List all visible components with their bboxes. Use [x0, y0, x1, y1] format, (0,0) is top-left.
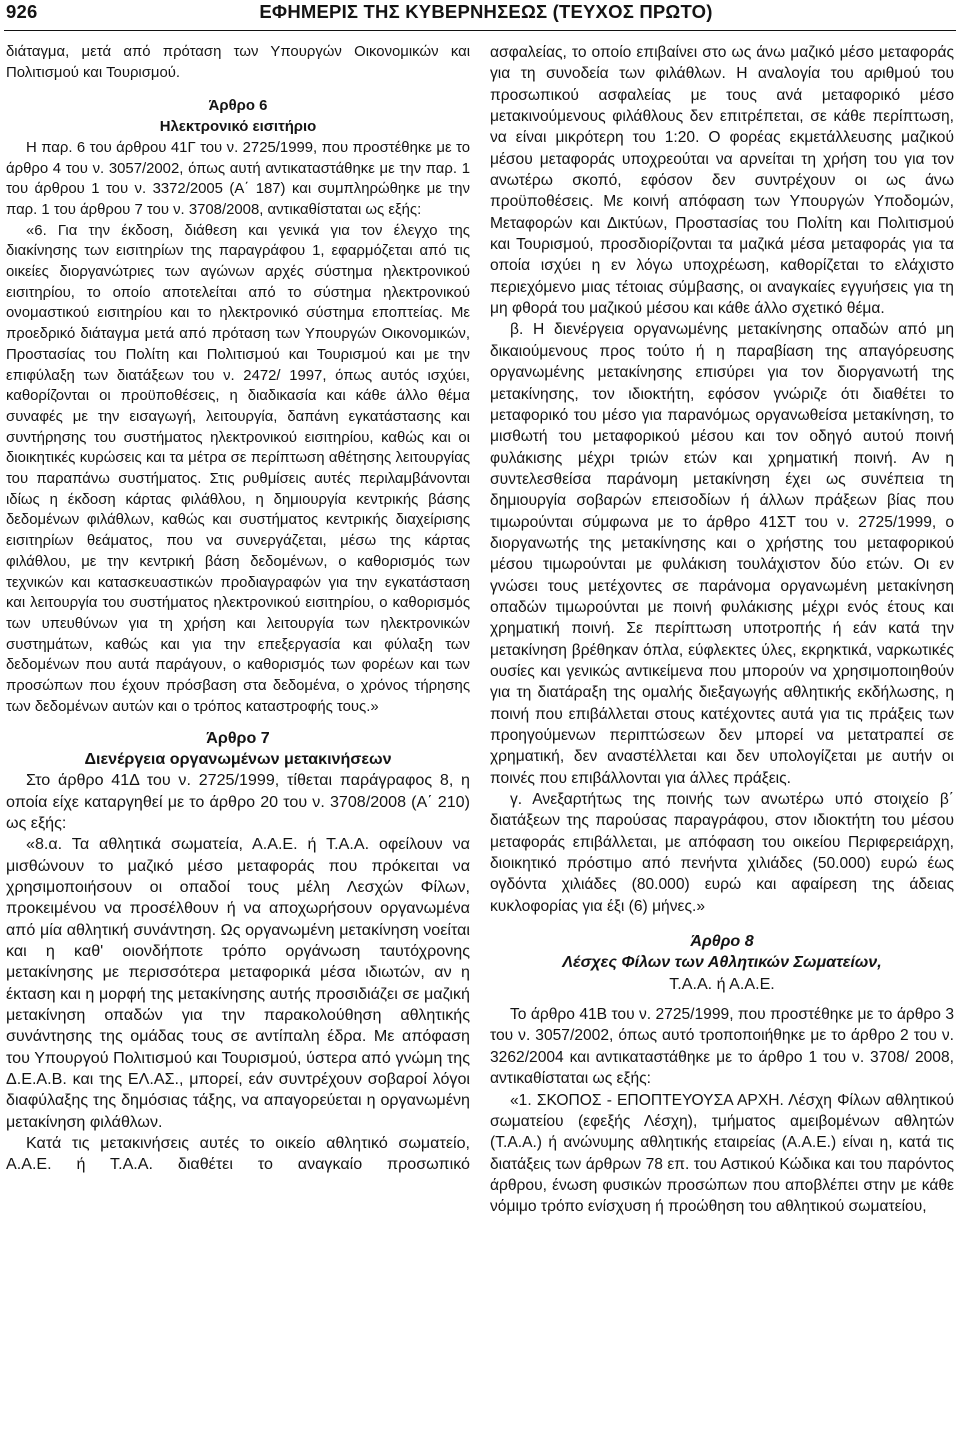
paragraph: Στο άρθρο 41Δ του ν. 2725/1999, τίθεται παράγραφος 8, η οποία είχε καταργηθεί με το άρθρο 20 του ν. 3708/2008 (Α΄ 210) ως εξής: — [6, 771, 470, 832]
page-header — [6, 0, 954, 28]
header-rule — [4, 30, 956, 31]
article-6-text — [6, 138, 470, 718]
journal-title: ΕΦΗΜΕΡΙΣ ΤΗΣ ΚΥΒΕΡΝΗΣΕΩΣ (ΤΕΥΧΟΣ ΠΡΩΤΟ) — [259, 1, 713, 22]
intro-text — [6, 42, 470, 83]
page-number: 926 — [6, 1, 38, 22]
article-8-number: Άρθρο 8 — [690, 932, 754, 951]
article-6-number: Άρθρο 6 — [208, 98, 268, 115]
paragraph: γ. Ανεξαρτήτως της ποινής των ανωτέρω υπό στοιχείο β΄ διατάξεων της παρούσας παραγράφου, στον ιδιοκτήτη του μέσου μεταφοράς επιβάλλεται, με απόφαση του οικείου Περιφερειάρχη, διοικητικό πρόστιμο από πενήντα χιλιάδες (50.000) ευρώ έως ογδόντα χιλιάδες (80.000) ευρώ και αφαίρεση της άδειας κυκλοφορίας για έξι (6) μήνες.» — [490, 791, 954, 915]
article-7-title: Διενέργεια οργανωμένων μετακινήσεων — [84, 749, 392, 768]
paragraph: διάταγμα, μετά από πρόταση των Υπουργών Οικονομικών και Πολιτισμού και Τουρισμού. — [6, 44, 470, 81]
paragraph: β. Η διενέργεια οργανωμένης μετακίνησης οπαδών από μη δικαιούμενους προς τούτο ή η παραβίαση της απαγόρευσης οργανωμένης μετακίνησης επισύρει για τον διοργανωτή της μετακίνησης, τον ιδιοκτήτη, εφόσον γνώριζε ότι διαθέτει το μεταφορικό του μέσο για παρανόμως οργανωθείσα μετακίνηση, το μισθωτή του μεταφορικού μέσου και τον οδηγό αυτού ποινή φυλάκισης μέχρι τριών ετών και χρηματική ποινή. Αν η συντελεσθείσα παράνομη μετακίνηση έχει ως συνέπεια τη δημιουργία σοβαρών επεισοδίων ή άλλων πράξεων βίας που τιμωρούνται σύμφωνα με το άρθρο 41ΣΤ του ν. 2725/1999, ο διοργανωτής της μετακίνησης και ο χρήστης του μεταφορικού μέσου τιμωρούνται με φυλάκιση τουλάχιστον δύο ετών. Οι εν γνώσει τους μετέχοντες σε παράνομα οργανωμένη μετακίνηση οπαδών τιμωρούνται με ποινή φυλάκισης μέχρι ενός έτους και χρηματική ποινή. Σε περίπτωση υποτροπής ή εάν κατά την μετακίνηση βρέθηκαν όπλα, εύφλεκτες ύλες, εκρηκτικά, ναρκωτικές ουσίες και γενικώς αντικείμενα που μπορούν να χρησιμοποιηθούν για τη διατάραξη της ομαλής διεξαγωγής αθλητικής εκδήλωσης, η ποινή που επιβάλλεται στους κατέχοντες αυτά για τις πράξεις των προηγούμενων περιπτώσεων δεν μπορεί να μετατραπεί σε χρηματική, δεν αναστέλλεται και δεν υπολογίζεται με αυτήν οι ποινές που επιβάλλονται για άλλες πράξεις. — [490, 321, 954, 787]
paragraph: «1. ΣΚΟΠΟΣ - ΕΠΟΠΤΕΥΟΥΣΑ ΑΡΧΗ. Λέσχη Φίλων αθλητικού σωματείου (εφεξής Λέσχη), τμήματος αμειβομένων αθλητών (Τ.Α.Α.) ή ανώνυμης αθλητικής εταιρείας (Α.Α.Ε.) είναι η, κατά τις διατάξεις των άρθρων 78 επ. του Αστικού Κώδικα και του παρόντος άρθρου, ένωση φυσικών προσώπων που αποβλέπει στην με κάθε νόμιμο τρόπο ενίσχυση ή προώθηση του αθλητικού σωματείου, — [490, 1091, 954, 1216]
article-8-subtitle: Τ.Α.Α. ή Α.Α.Ε. — [669, 974, 775, 993]
article-7-text — [6, 770, 470, 1176]
right-column — [490, 42, 954, 1432]
article-8-title: Λέσχες Φίλων των Αθλητικών Σωματείων, — [562, 953, 882, 972]
article-8-text — [490, 1004, 954, 1217]
article-7-continued — [490, 42, 954, 917]
article-7-number: Άρθρο 7 — [206, 728, 270, 747]
paragraph: «6. Για την έκδοση, διάθεση και γενικά για τον έλεγχο της διακίνησης των εισιτηρίων της παραγράφου 1, εφαρμόζεται από τις οικείες διοργανώτριες των αγώνων αρχές σύστημα ηλεκτρονικού εισιτηρίου, το οποίο αποτελείται από το σύστημα ηλεκτρονικού ονομαστικού εισιτηρίου και το ηλεκτρονικό σύστημα εποπτείας. Με προεδρικό διάταγμα μετά από πρόταση των Υπουργών Οικονομικών, Προστασίας του Πολίτη και Πολιτισμού και Τουρισμού και με την επιφύλαξη των διατάξεων του ν. 2472/ 1997, όπως αυτός ισχύει, καθορίζονται οι προϋποθέσεις, η διαδικασία και κάθε άλλο θέμα συναφές με την εισαγωγή, λειτουργία, δαπάνη εγκατάστασης και συντήρησης του συστήματος ηλεκτρονικού εισιτηρίου, καθώς και οι διοικητικές κυρώσεις και τα μέτρα σε περίπτωση αθέτησης λειτουργίας του παραπάνω συστήματος. Στις ρυθμίσεις αυτές περιλαμβάνονται ιδίως η έκδοση κάρτας φιλάθλου, η δημιουργία κεντρικής βάσης δεδομένων φιλάθλων, καθώς και συστήματος κεντρικής διαχείρισης εισιτηρίων θεάματος, που να συνεργάζεται, μέσω της κάρτας φιλάθλου, με την κεντρική βάση δεδομένων, ο καθορισμός των τεχνικών και κατασκευαστικών προδιαγραφών για την εγκατάσταση και λειτουργία του συστήματος ηλεκτρονικού εισιτηρίου, ο καθορισμός των υπευθύνων για τη χρήση και λειτουργία των ηλεκτρονικών συστημάτων, καθώς και για την επεξεργασία και φύλαξη των δεδομένων που αυτά παράγουν, ο καθορισμός των φορέων και των προσώπων που έχουν πρόσβαση στα δεδομένα, ο χρόνος τήρησης των δεδομένων αυτών και ο τρόπος καταστροφής τους.» — [6, 222, 470, 715]
left-column — [6, 42, 470, 1432]
paragraph: ασφαλείας, το οποίο επιβαίνει στο ως άνω μαζικό μέσο μεταφοράς για τη συνοδεία των φιλάθλων. Η αναλογία του αριθμού του προσωπικού ασφαλείας με τους ανά μεταφορικό μέσο μετακινούμενους φιλάθλους δεν επιτρέπεται, σε κάθε περίπτωση, να είναι μικρότερη του 1:20. Ο φορέας εκμετάλλευσης μαζικού μέσου μεταφοράς υποχρεούται να αρνείται τη χρήση του για τον ανωτέρω σκοπό, εφόσον δεν συντρέχουν οι ως άνω προϋποθέσεις. Με κοινή απόφαση των Υπουργών Υποδομών, Μεταφορών και Δικτύων, Προστασίας του Πολίτη και Πολιτισμού και Τουρισμού, προσδιορίζονται τα μαζικά μέσα μεταφοράς για τα οποία ισχύει η εν λόγω υποχρέωση, καθορίζεται το ελάχιστο περιεχόμενο μιας τέτοιας σύμβασης, οι αναγκαίες εγγυήσεις για τη μη φθορά του μαζικού μέσου και κάθε άλλο σχετικό θέμα. — [490, 44, 954, 318]
paragraph: Το άρθρο 41Β του ν. 2725/1999, που προστέθηκε με το άρθρο 3 του ν. 3057/2002, όπως αυτό τροποποιήθηκε με το άρθρο 2 του ν. 3262/2004 και αντικαταστάθηκε με το άρθρο 1 του ν. 3708/ 2008, αντικαθίσταται ως εξής: — [490, 1006, 954, 1088]
paragraph: Η παρ. 6 του άρθρου 41Γ του ν. 2725/1999, που προστέθηκε με το άρθρο 4 του ν. 3057/2002, όπως αυτή αντικαταστάθηκε με την παρ. 1 του άρθρου 1 του ν. 3372/2005 (Α΄ 187) και συμπληρώθηκε με την παρ. 1 του άρθρου 7 του ν. 3708/2008, αντικαθίσταται ως εξής: — [6, 139, 470, 218]
paragraph: Κατά τις μετακινήσεις αυτές το οικείο αθλητικό σωματείο, Α.Α.Ε. ή Τ.Α.Α. διαθέτει το αναγκαίο προσωπικό — [6, 1134, 470, 1174]
paragraph: «8.α. Τα αθλητικά σωματεία, Α.Α.Ε. ή Τ.Α.Α. οφείλουν να μισθώνουν το μαζικό μέσο μεταφοράς που πρόκειται να χρησιμοποιήσουν οι οπαδοί τους μέλη Λεσχών Φίλων, προκειμένου να προσέλθουν ή να αποχωρήσουν οργανωμένα από μία αθλητική συνάντηση. Ως οργανωμένη μετακίνηση νοείται και η καθ' οιονδήποτε τρόπο οργάνωση ταυτόχρονης μετακίνησης με περισσότερα μεταφορικά μέσα ιδιωτών, αν η έκταση και η μορφή της μετακίνησης αυτής προσιδιάζει σε μαζική μετακίνηση οπαδών για την παρακολούθηση αθλητικής συνάντησης της ομάδας τους σε αντίπαλη έδρα. Με απόφαση του Υπουργού Πολιτισμού και Τουρισμού, ύστερα από γνώμη της Δ.Ε.Α.Β. και της ΕΛ.ΑΣ., μπορεί, εάν συντρέχουν σοβαροί λόγοι διαφύλαξης της δημόσιας τάξης, να απαγορεύεται η οργανωμένη μετακίνηση φιλάθλων. — [6, 835, 470, 1131]
article-6-title: Ηλεκτρονικό εισιτήριο — [159, 119, 317, 136]
